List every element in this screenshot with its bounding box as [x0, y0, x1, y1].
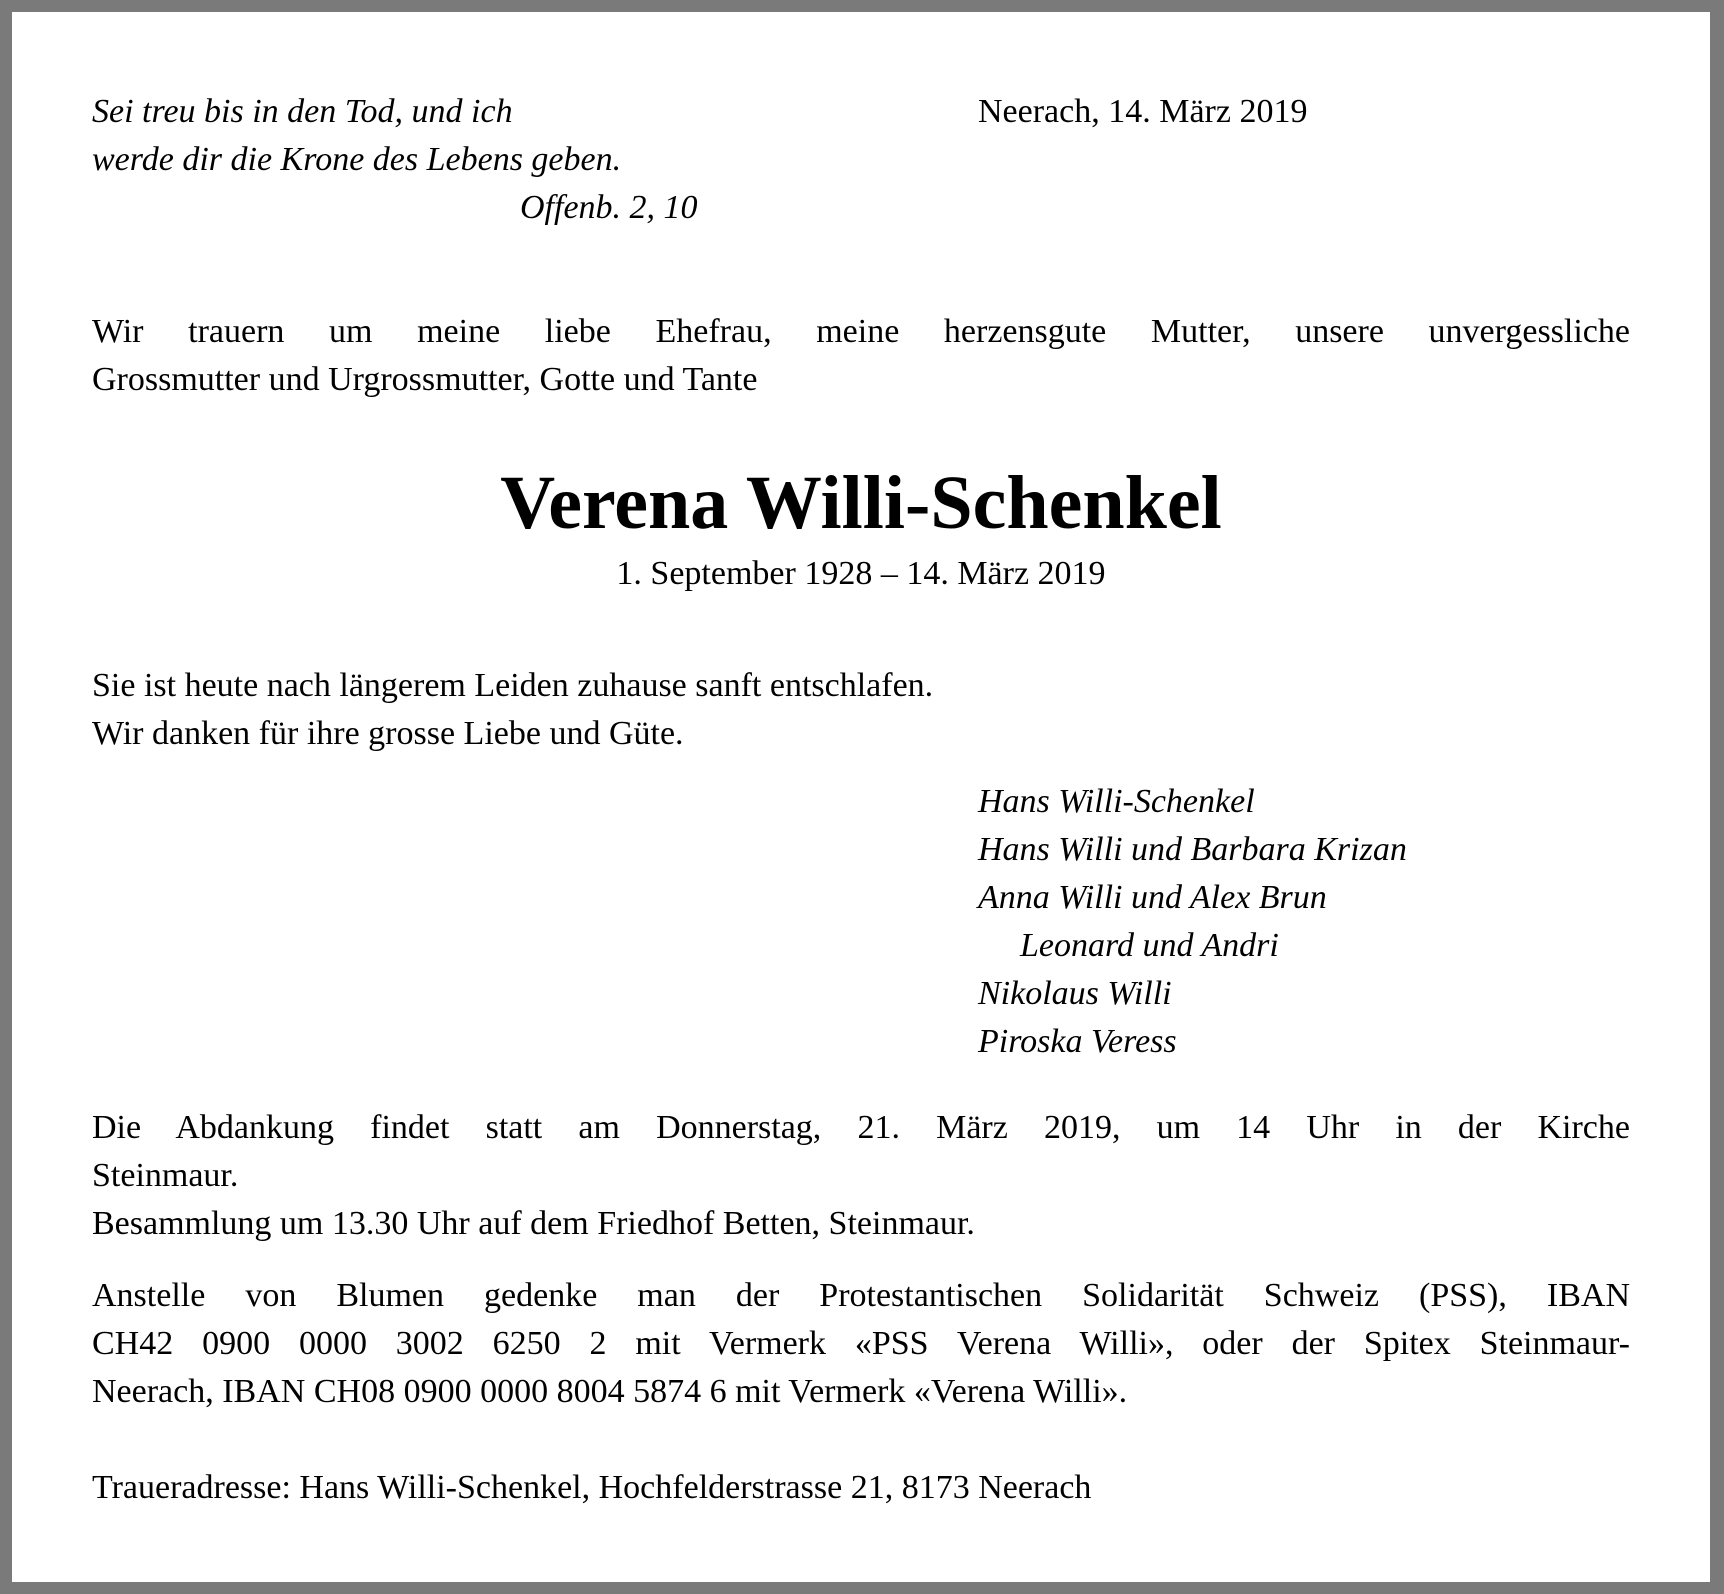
donation-line-2: CH42 0900 0000 3002 6250 2 mit Vermerk «PSS Verena Willi», oder der Spitex Steinmaur- — [92, 1325, 1630, 1362]
message-line-2: Wir danken für ihre grosse Liebe und Güte. — [92, 715, 684, 752]
service-line-3: Besammlung um 13.30 Uhr auf dem Friedhof Betten, Steinmaur. — [92, 1205, 975, 1242]
mourner-2: Hans Willi und Barbara Krizan — [978, 831, 1407, 868]
mourner-5: Nikolaus Willi — [978, 975, 1172, 1012]
service-line-2: Steinmaur. — [92, 1157, 239, 1194]
verse-reference: Offenb. 2, 10 — [520, 189, 698, 226]
service-line-1: Die Abdankung findet statt am Donnerstag, 21. März 2019, um 14 Uhr in der Kirche — [92, 1109, 1630, 1146]
mourner-3: Anna Willi und Alex Brun — [978, 879, 1327, 916]
message-line-1: Sie ist heute nach längerem Leiden zuhause sanft entschlafen. — [92, 667, 934, 704]
mourner-4: Leonard und Andri — [1020, 927, 1279, 964]
intro-line-2: Grossmutter und Urgrossmutter, Gotte und Tante — [92, 361, 758, 398]
place-date: Neerach, 14. März 2019 — [978, 93, 1308, 130]
verse-line-1: Sei treu bis in den Tod, und ich — [92, 93, 513, 130]
mourning-address: Traueradresse: Hans Willi-Schenkel, Hochfelderstrasse 21, 8173 Neerach — [92, 1469, 1092, 1506]
donation-line-3: Neerach, IBAN CH08 0900 0000 8004 5874 6 mit Vermerk «Verena Willi». — [92, 1373, 1128, 1410]
verse-line-2: werde dir die Krone des Lebens geben. — [92, 141, 622, 178]
life-dates: 1. September 1928 – 14. März 2019 — [616, 555, 1106, 592]
intro-line-1: Wir trauern um meine liebe Ehefrau, meine herzensgute Mutter, unsere unvergessliche — [92, 313, 1630, 350]
deceased-name: Verena Willi-Schenkel — [500, 461, 1222, 545]
donation-line-1: Anstelle von Blumen gedenke man der Protestantischen Solidarität Schweiz (PSS), IBAN — [92, 1277, 1630, 1314]
mourner-1: Hans Willi-Schenkel — [978, 783, 1255, 820]
mourner-6: Piroska Veress — [978, 1023, 1177, 1060]
obituary-page — [12, 12, 1710, 1582]
